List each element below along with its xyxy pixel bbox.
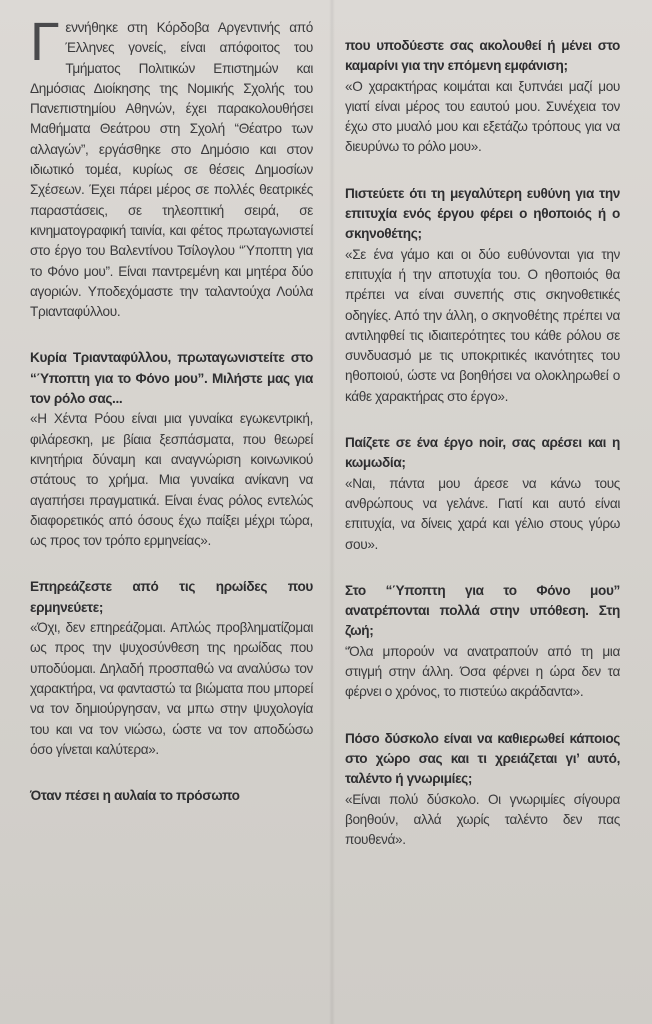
right-column [345,36,620,850]
answer-talent: «Είναι πολύ δύσκολο. Οι γνωριμίες σίγουρα βοηθούν, αλλά χωρίς ταλέντο δεν πας πουθενά». [345,791,620,848]
question-influence: Επηρεάζεστε από τις ηρωίδες που ερμηνεύετε; [30,579,313,615]
intro-paragraph [30,12,313,322]
intro-text: εννήθηκε στη Κόρδοβα Αργεντινής από Έλληνες γονείς, είναι απόφοιτος του Τμήματος Πολιτικών Επιστημών και Δημόσιας Διοίκησης της Νομικής Σχολής του Πανεπιστημίου Αθηνών, έχει παρακολουθήσει Μαθήματα Θεάτρου στη Σχολή “Θέατρο των αλλαγών”, εργάσθηκε στο Δημόσιο και στον ιδιωτικό τομέα, κυρίως σε θέσεις Δημοσίων Σχέσεων. Έχει πάρει μέρος σε πολλές θεατρικές παραστάσεις, σε τηλεοπτική σειρά, σε κινηματογραφική ταινία, και φέτος πρωταγωνιστεί στο έργο του Βαλεντίνου Τσίλογλου “Ύποπτη για το Φόνο μου”. Είναι παντρεμένη και μητέρα δύο αγοριών. Υποδεχόμαστε την ταλαντούχα Λούλα Τριανταφύλλου. [30,20,313,320]
page-fold [329,0,335,1024]
question-role: Κυρία Τριανταφύλλου, πρωταγωνιστείτε στο “Ύποπτη για το Φόνο μου”. Μιλήστε μας για τον ρόλο σας... [30,350,313,407]
question-plot-twists: Στο “Ύποπτη για το Φόνο μου” ανατρέπονται πολλά στην υπόθεση. Στη ζωή; [345,582,620,639]
question-comedy: Παίζετε σε ένα έργο noir, σας αρέσει και η κωμωδία; [345,435,620,471]
answer-influence: «Όχι, δεν επηρεάζομαι. Απλώς προβληματίζομαι ως προς την ψυχοσύνθεση της ηρωίδας που υποδύομαι. Δηλαδή προσπαθώ να αναλύσω τον χαρακτήρα, να φανταστώ τα βιώματα που μπορεί να τον δημιούργησαν, να μπω στην ψυχολογία του και να τον νιώσω, ώστε να τον αποδώσω όσο γίνεται καλύτερα». [30,620,313,757]
answer-comedy: «Ναι, πάντα μου άρεσε να κάνω τους ανθρώπους να γελάνε. Γιατί και αυτό είναι επιτυχία, να δίνεις χαρά και γέλιο στους γύρω σου». [345,475,620,552]
answer-plot-twists: “Όλα μπορούν να ανατραπούν από τη μια στιγμή στην άλλη. Όσα φέρνει η ώρα δεν τα φέρνει ο χρόνος, το πιστεύω ακράδαντα». [345,643,620,700]
question-talent: Πόσο δύσκολο είναι να καθιερωθεί κάποιος στο χώρο σας και τι χρειάζεται γι’ αυτό, ταλέντο ή γνωριμίες; [345,730,620,787]
answer-role: «Η Χέντα Ρόου είναι μια γυναίκα εγωκεντρική, φιλάρεσκη, με βίαια ξεσπάσματα, που θεωρεί κινητήρια δύναμη και αναγνώριση κοινωνικού στάτους το χρήμα. Μια γυναίκα ανίκανη να αγαπήσει πραγματικά. Είναι ένας ρόλος εντελώς διαφορετικός από όσους έχω παίξει μέχρι τώρα, ως προς τον τρόπο ερμηνείας». [30,411,313,549]
question-curtain-start: Όταν πέσει η αυλαία το πρόσωπο [30,788,240,804]
answer-curtain: «Ο χαρακτήρας κοιμάται και ξυπνάει μαζί μου γιατί είναι μέρος του εαυτού μου. Συνέχεια τον έχω στο μυαλό μου και εξετάζω τρόπους για να διευρύνω το ρόλο μου». [345,78,620,155]
question-curtain-end: που υποδύεστε σας ακολουθεί ή μένει στο καμαρίνι για την επόμενη εμφάνιση; [345,38,620,74]
drop-cap: Γ [30,12,60,72]
left-column [30,12,313,806]
answer-responsibility: «Σε ένα γάμο και οι δύο ευθύνονται για την επιτυχία ή την αποτυχία του. Ο ηθοποιός θα πρέπει να είναι συνεπής στις σκηνοθετικές οδηγίες. Από την άλλη, ο σκηνοθέτης πρέπει να αντιληφθεί τις ιδιαιτερότητες του κάθε ρόλου σε συνδυασμό με τις υποκριτικές ικανότητες του ηθοποιού, ώστε να βοηθήσει να ολοκληρωθεί ο κάθε χαρακτήρας στο έργο». [345,246,620,404]
question-responsibility: Πιστεύετε ότι τη μεγαλύτερη ευθύνη για την επιτυχία ενός έργου φέρει ο ηθοποιός ή ο σκηνοθέτης; [345,185,620,242]
